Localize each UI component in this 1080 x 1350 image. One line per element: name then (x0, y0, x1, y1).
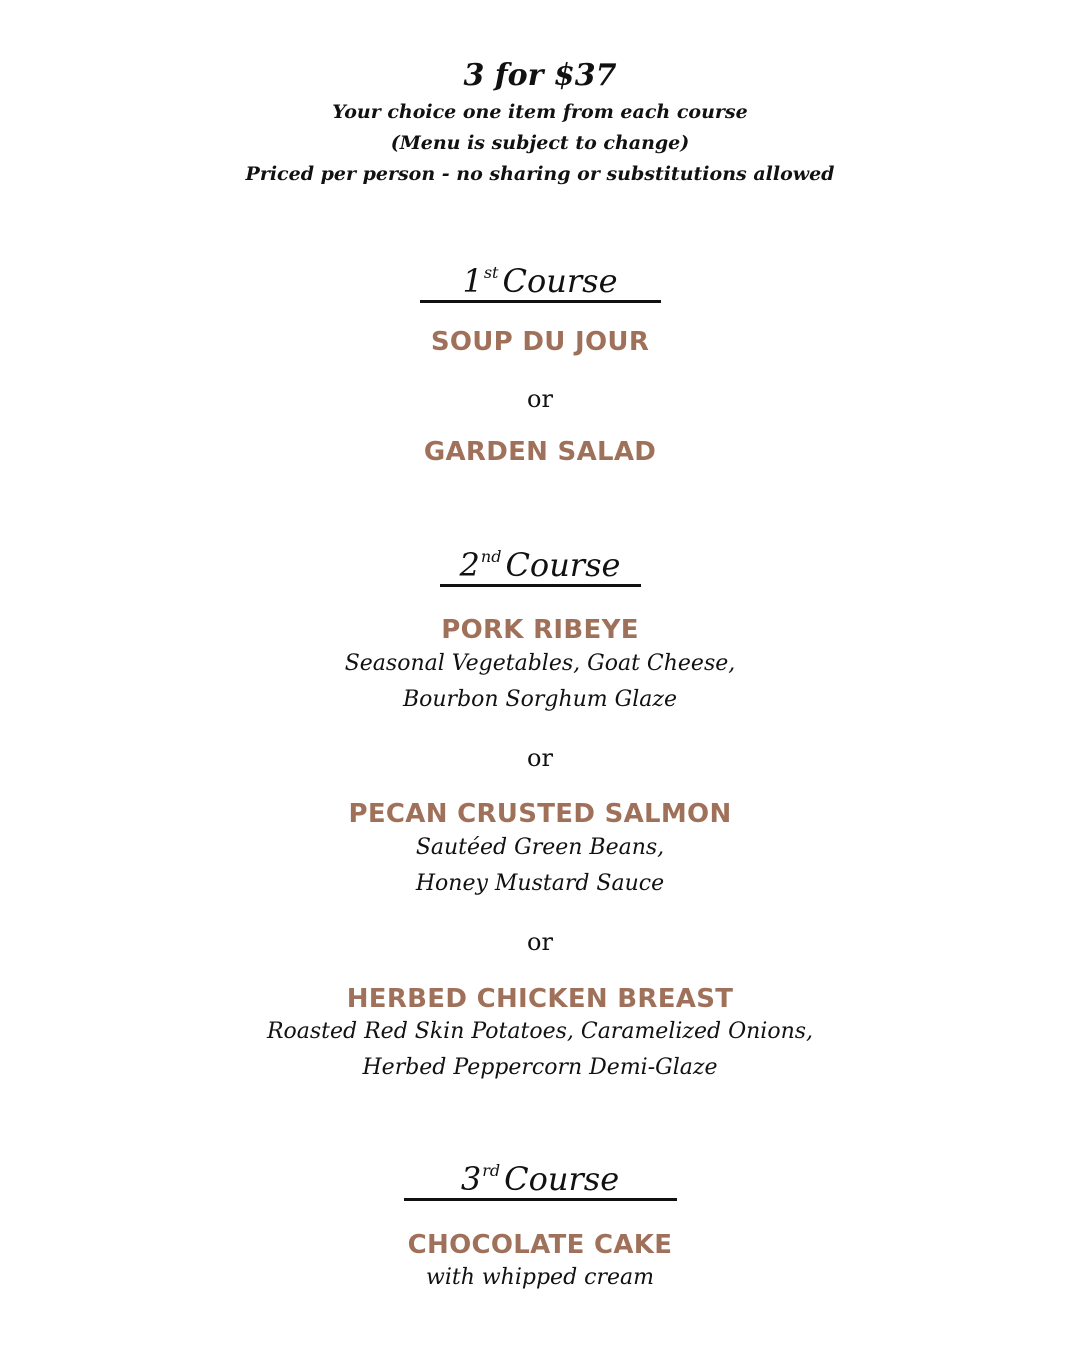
menu-item-description: Bourbon Sorghum Glaze (402, 687, 678, 712)
menu-subtitle-policy: Priced per person - no sharing or substitutions allowed (245, 163, 835, 185)
menu-item-name: CHOCOLATE CAKE (407, 1230, 673, 1260)
menu-subtitle-choice: Your choice one item from each course (332, 101, 748, 123)
menu-item-description: Roasted Red Skin Potatoes, Caramelized Onions, (266, 1019, 814, 1044)
course-heading-1 (0, 262, 1080, 300)
course-number: 1 (462, 262, 483, 300)
course-heading-underline (420, 300, 661, 303)
or-separator: or (527, 744, 553, 772)
course-number-suffix: rd (482, 1161, 501, 1180)
menu-item-name: SOUP DU JOUR (430, 327, 650, 357)
menu-item-description: Herbed Peppercorn Demi-Glaze (362, 1055, 718, 1080)
menu-item-description: Honey Mustard Sauce (415, 871, 665, 896)
course-heading-3 (0, 1160, 1080, 1198)
course-label: Course (502, 262, 618, 300)
course-label: Course (504, 1160, 620, 1198)
course-number-suffix: st (483, 263, 499, 282)
menu-price-title: 3 for $37 (463, 58, 617, 93)
menu-item-name: GARDEN SALAD (423, 437, 657, 467)
menu-item-description: with whipped cream (425, 1265, 654, 1290)
menu-item-name: HERBED CHICKEN BREAST (346, 984, 734, 1014)
menu-item-description: Seasonal Vegetables, Goat Cheese, (344, 651, 736, 676)
course-heading-2 (0, 546, 1080, 584)
menu-item-name: PORK RIBEYE (441, 615, 639, 645)
course-heading-underline (440, 584, 641, 587)
menu-item-name: PECAN CRUSTED SALMON (348, 799, 732, 829)
course-heading-underline (404, 1198, 677, 1201)
course-number: 3 (460, 1160, 482, 1198)
menu-item-description: Sautéed Green Beans, (415, 835, 665, 860)
or-separator: or (527, 385, 553, 413)
course-number-suffix: nd (480, 547, 502, 566)
course-label: Course (505, 546, 621, 584)
course-number: 2 (459, 546, 480, 584)
menu-subtitle-change: (Menu is subject to change) (390, 132, 690, 154)
or-separator: or (527, 928, 553, 956)
